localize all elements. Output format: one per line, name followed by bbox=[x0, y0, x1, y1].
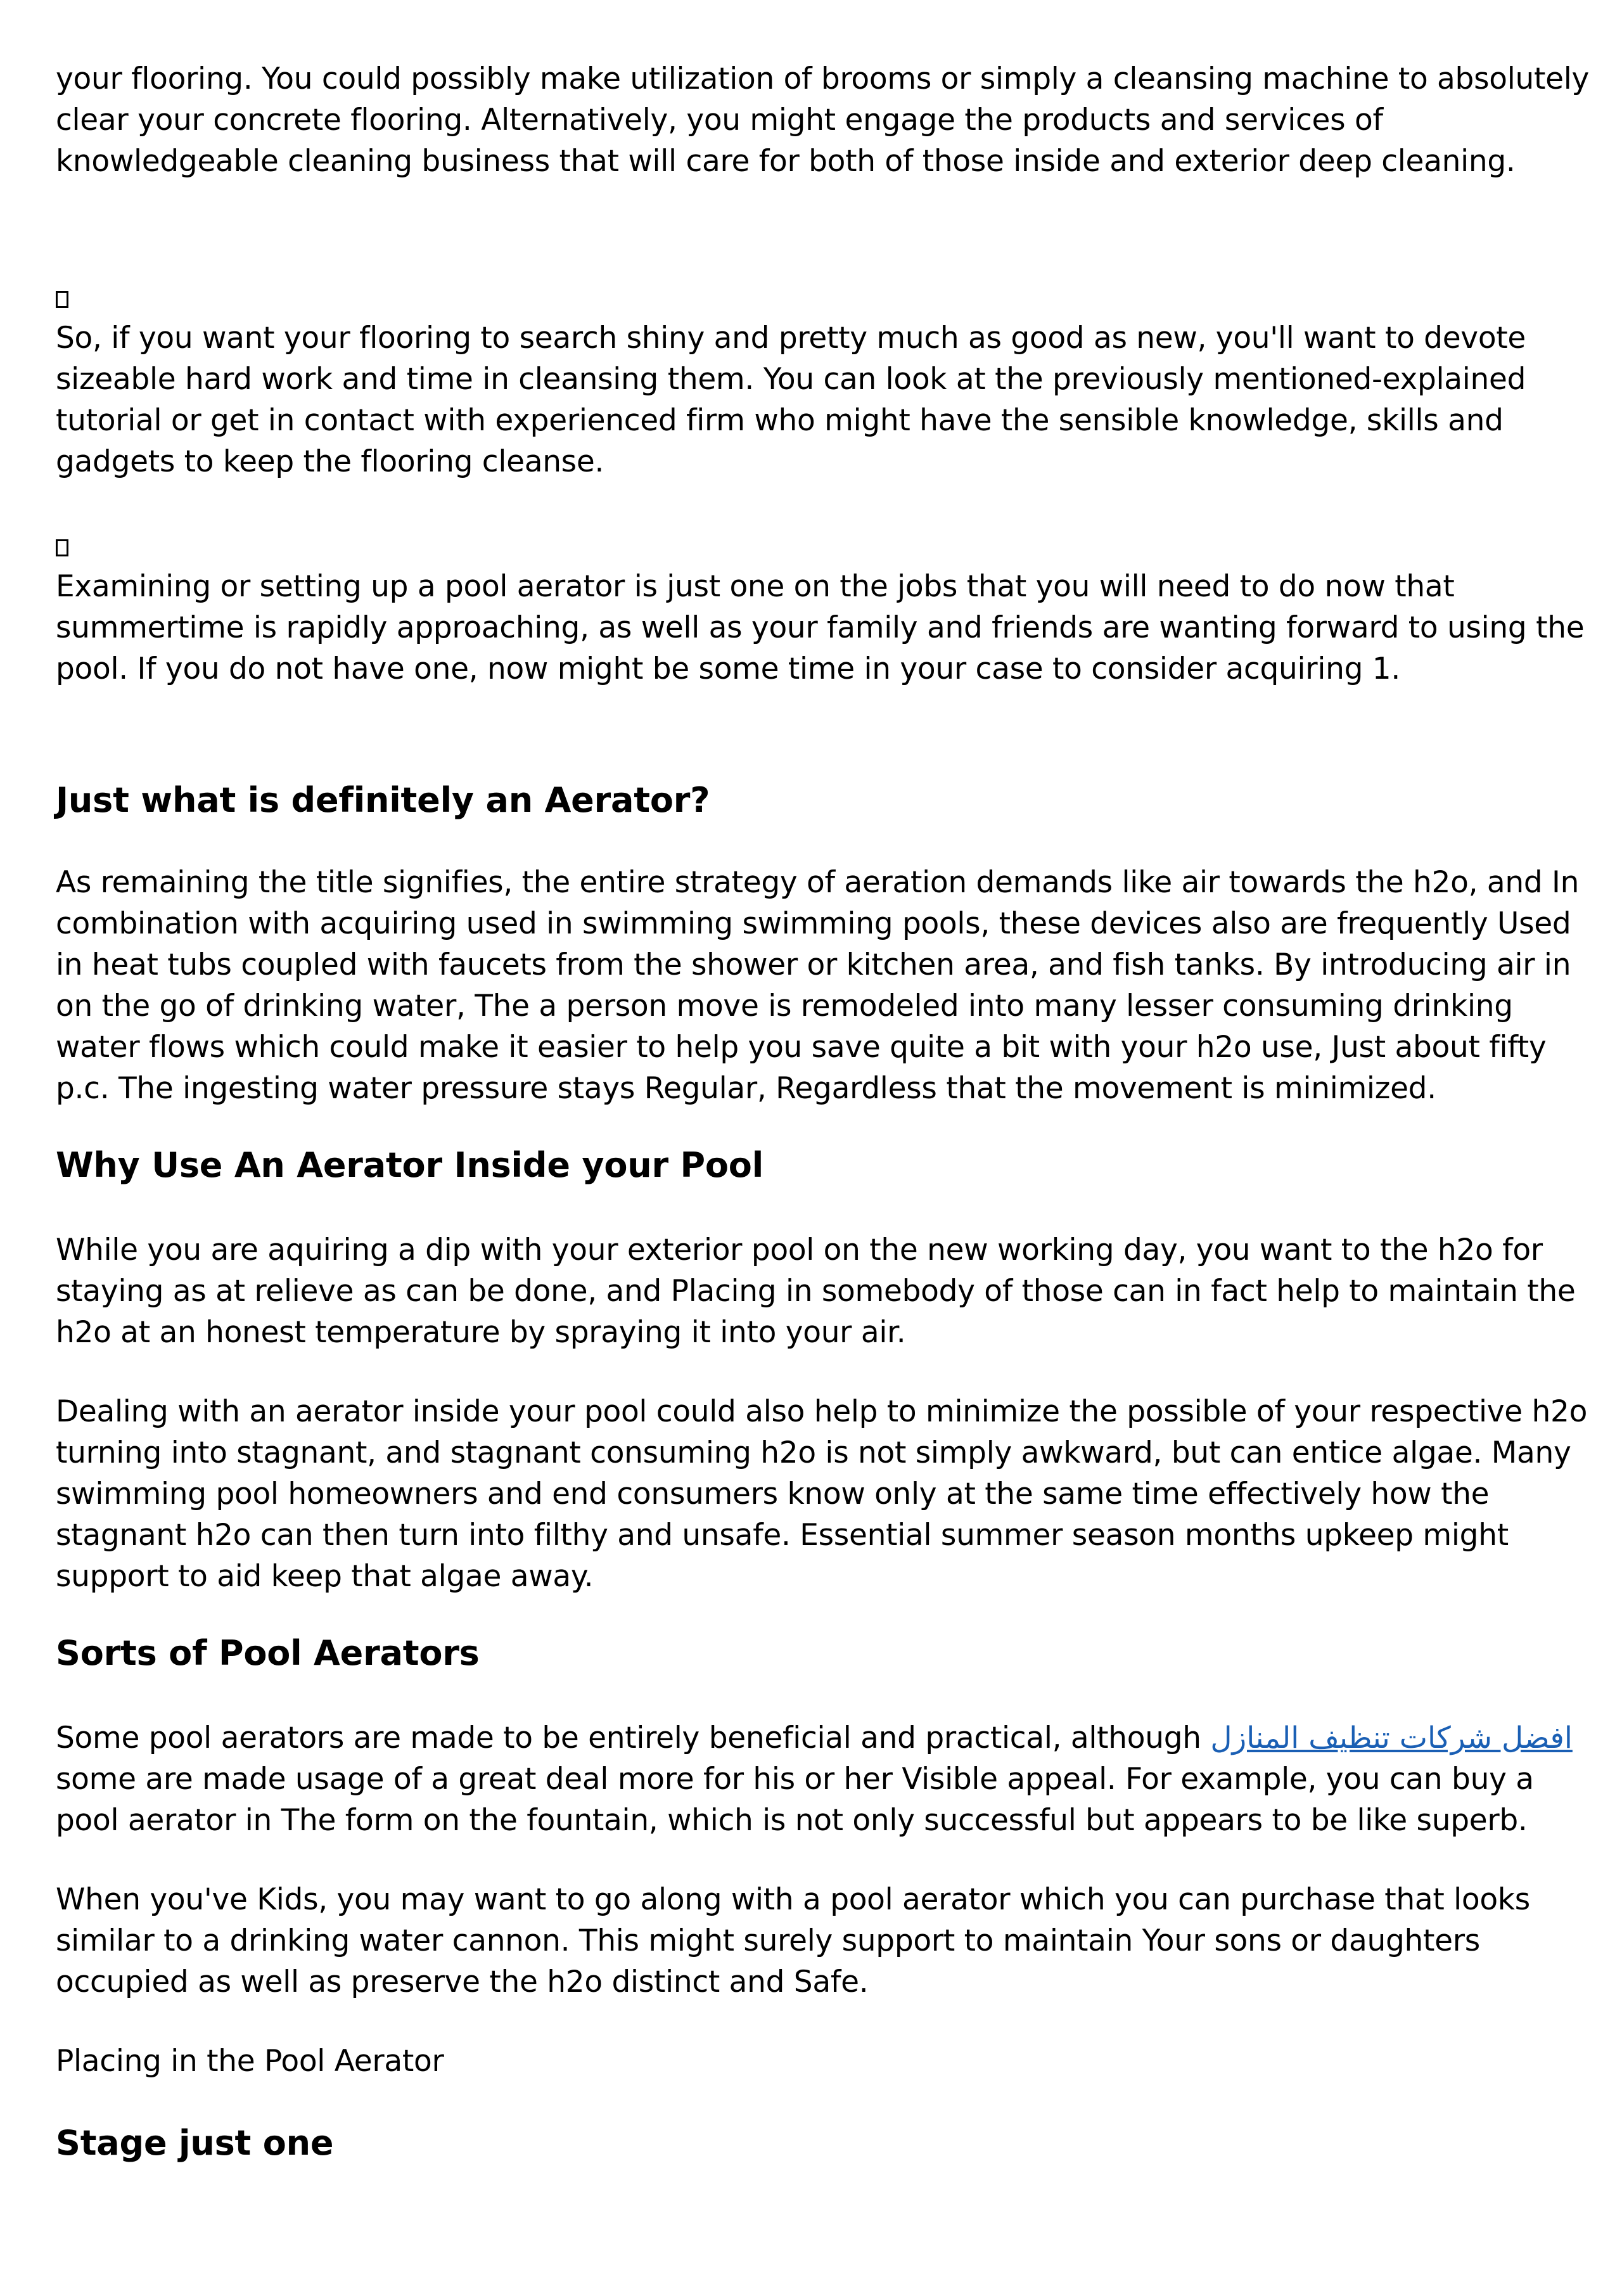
cleaning-companies-link[interactable]: افضل شركات تنظيف المنازل bbox=[1210, 1721, 1573, 1755]
paragraph-shiny-flooring: So, if you want your flooring to search shiny and pretty much as good as new, you'll want to devote sizeable hard work and time in cleansing them. You can look at the previously mentioned-explained tutorial or get in contact with experienced firm who might have the sensible knowledge, skills and gadgets to keep the flooring cleanse. bbox=[56, 321, 1526, 479]
paragraph-kids-water-cannon: When you've Kids, you may want to go along with a pool aerator which you can purchase that looks similar to a drinking water cannon. This might surely support to maintain Your sons or daughters occupied as well as preserve the h2o distinct and Safe. bbox=[56, 1882, 1530, 1999]
paragraph-flooring-cleaning: your flooring. You could possibly make utilization of brooms or simply a cleansing machine to absolutely clear your concrete flooring. Alternatively, you might engage the products and services of knowledgeable cleaning business that will care for both of those inside and exterior deep cleaning. bbox=[56, 61, 1589, 179]
paragraph-pool-aerator-intro: Examining or setting up a pool aerator is just one on the jobs that you will need to do now that summertime is rapidly approaching, as well as your family and friends are wanting forward to using the pool. If you do not have one, now might be some time in your case to consider acquiring 1. bbox=[56, 569, 1585, 686]
paragraph-stagnant-water: Dealing with an aerator inside your pool could also help to minimize the possible of your respective h2o turning into stagnant, and stagnant consuming h2o is not simply awkward, but can entice algae. Many swimming pool homeowners and end consumers know only at the same time effectively how the stagnant h2o can then turn into filthy and unsafe. Essential summer season months upkeep might support to aid keep that algae away. bbox=[56, 1394, 1588, 1594]
paragraph-text-start: Some pool aerators are made to be entirely beneficial and practical, although bbox=[56, 1721, 1211, 1755]
paragraph-text-end: some are made usage of a great deal more for his or her Visible appeal. For example, you can buy a pool aerator in The form on the fountain, which is not only successful but appears to be like superb. bbox=[56, 1762, 1534, 1838]
heading-stage-one: Stage just one bbox=[56, 2123, 334, 2163]
document-page bbox=[56, 58, 1589, 2165]
heading-sorts-of-aerators: Sorts of Pool Aerators bbox=[56, 1633, 480, 1673]
paragraph-aeration-explained: As remaining the title signifies, the entire strategy of aeration demands like air towards the h2o, and In combination with acquiring used in swimming swimming pools, these devices also are frequently Used in heat tubs coupled with faucets from the shower or kitchen area, and fish tanks. By introducing air in on the go of drinking water, The a person move is remodeled into many lesser consuming drinking water flows which could make it easier to help you save quite a bit with your h2o use, Just about fifty p.c. The ingesting water pressure stays Regular, Regardless that the movement is minimized. bbox=[56, 865, 1580, 1106]
heading-why-use-aerator: Why Use An Aerator Inside your Pool bbox=[56, 1145, 764, 1185]
paragraph-aerator-types bbox=[56, 1717, 1589, 1841]
missing-glyph-box-icon bbox=[56, 291, 68, 308]
paragraph-placing-aerator: Placing in the Pool Aerator bbox=[56, 2044, 444, 2079]
missing-glyph-box-icon bbox=[56, 539, 68, 556]
heading-what-is-aerator: Just what is definitely an Aerator? bbox=[56, 780, 710, 820]
paragraph-hot-day-dip: While you are aquiring a dip with your exterior pool on the new working day, you want to the h2o for staying as at relieve as can be done, and Placing in somebody of those can in fact help to maintain the h2o at an honest temperature by spraying it into your air. bbox=[56, 1233, 1576, 1350]
